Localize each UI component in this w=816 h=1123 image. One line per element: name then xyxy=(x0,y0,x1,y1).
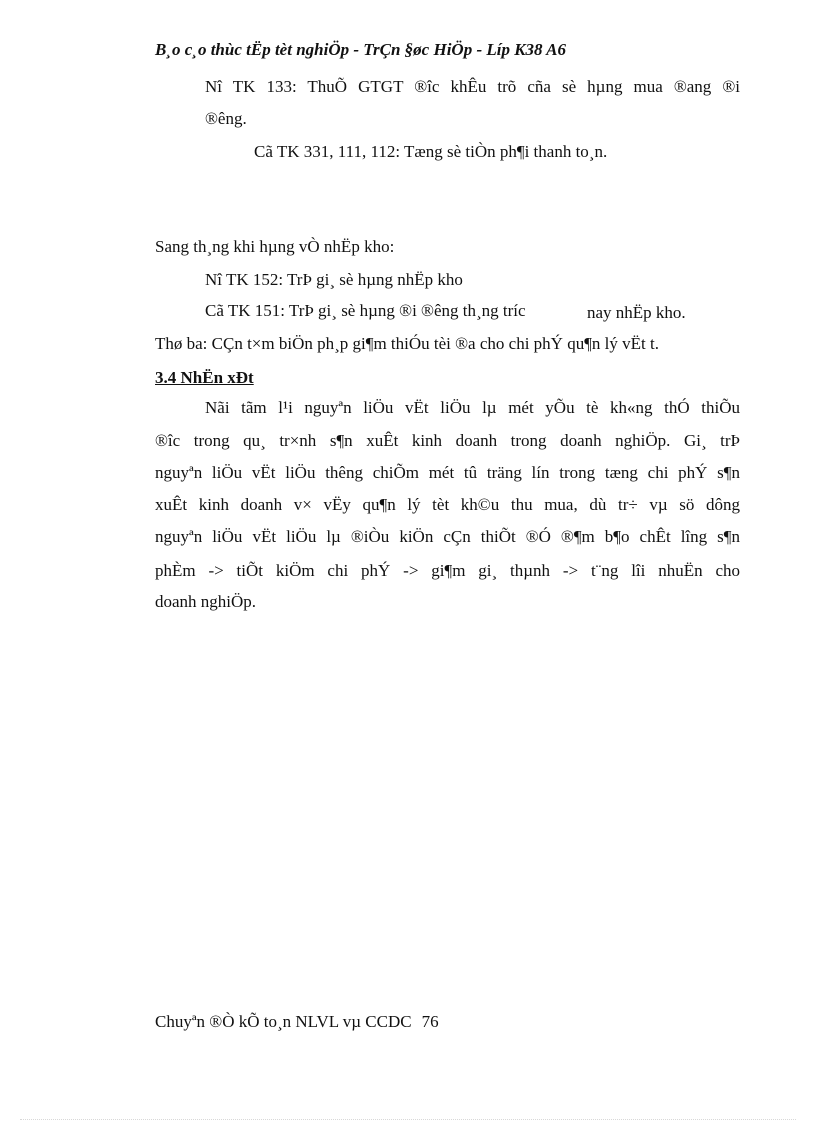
entry-co-331: Cã TK 331, 111, 112: Tæng sè tiÒn ph¶i thanh to¸n. xyxy=(254,142,608,161)
thu-ba-line: Thø ba: CÇn t×m biÖn ph¸p gi¶m thiÓu tèi ®a cho chi phÝ qu¶n lý vËt t. xyxy=(155,334,659,353)
paragraph-line: xuÊt kinh doanh v× vËy qu¶n lý tèt kh©u thu mua, dù tr÷ vµ sö dông xyxy=(155,495,740,514)
bottom-divider xyxy=(20,1119,796,1120)
paragraph-line-last: doanh nghiÖp. xyxy=(155,592,257,611)
section-heading: 3.4 NhËn xÐt xyxy=(155,368,254,387)
entry-no-152: Nî TK 152: TrÞ gi¸ sè hµng nhËp kho xyxy=(205,270,463,289)
paragraph-line: nguyªn liÖu vËt liÖu lµ ®iÒu kiÖn cÇn thiÕt ®Ó ®¶m b¶o chÊt lîng s¶n xyxy=(155,527,740,546)
page-header: B¸o c¸o thùc tËp tèt nghiÖp - TrÇn §øc HiÖp - Líp K38 A6 xyxy=(155,40,567,59)
paragraph-line: phÈm -> tiÕt kiÖm chi phÝ -> gi¶m gi¸ thµnh -> t¨ng lîi nhuËn cho xyxy=(155,561,740,580)
entry-no-133-line2: ®êng. xyxy=(205,109,247,128)
page-number: 76 xyxy=(421,1012,439,1031)
page-footer xyxy=(155,1012,439,1032)
sang-thang-line: Sang th¸ng khi hµng vÒ nhËp kho: xyxy=(155,237,395,256)
entry-no-133-line1: Nî TK 133: ThuÕ GTGT ®îc khÊu trõ cña sè hµng mua ®ang ®i xyxy=(205,77,740,96)
entry-co-151-a: Cã TK 151: TrÞ gi¸ sè hµng ®i ®êng th¸ng tríc xyxy=(205,301,526,320)
footer-label: Chuyªn ®Ò kÕ to¸n NLVL vµ CCDC xyxy=(155,1012,412,1031)
paragraph-line: Nãi tãm l¹i nguyªn liÖu vËt liÖu lµ mét yÕu tè kh«ng thÓ thiÕu xyxy=(205,398,740,417)
paragraph-line: nguyªn liÖu vËt liÖu thêng chiÕm mét tû träng lín trong tæng chi phÝ s¶n xyxy=(155,463,740,482)
entry-co-151-b: nay nhËp kho. xyxy=(587,303,686,322)
paragraph-line: ®îc trong qu¸ tr×nh s¶n xuÊt kinh doanh trong doanh nghiÖp. Gi¸ trÞ xyxy=(155,431,740,450)
